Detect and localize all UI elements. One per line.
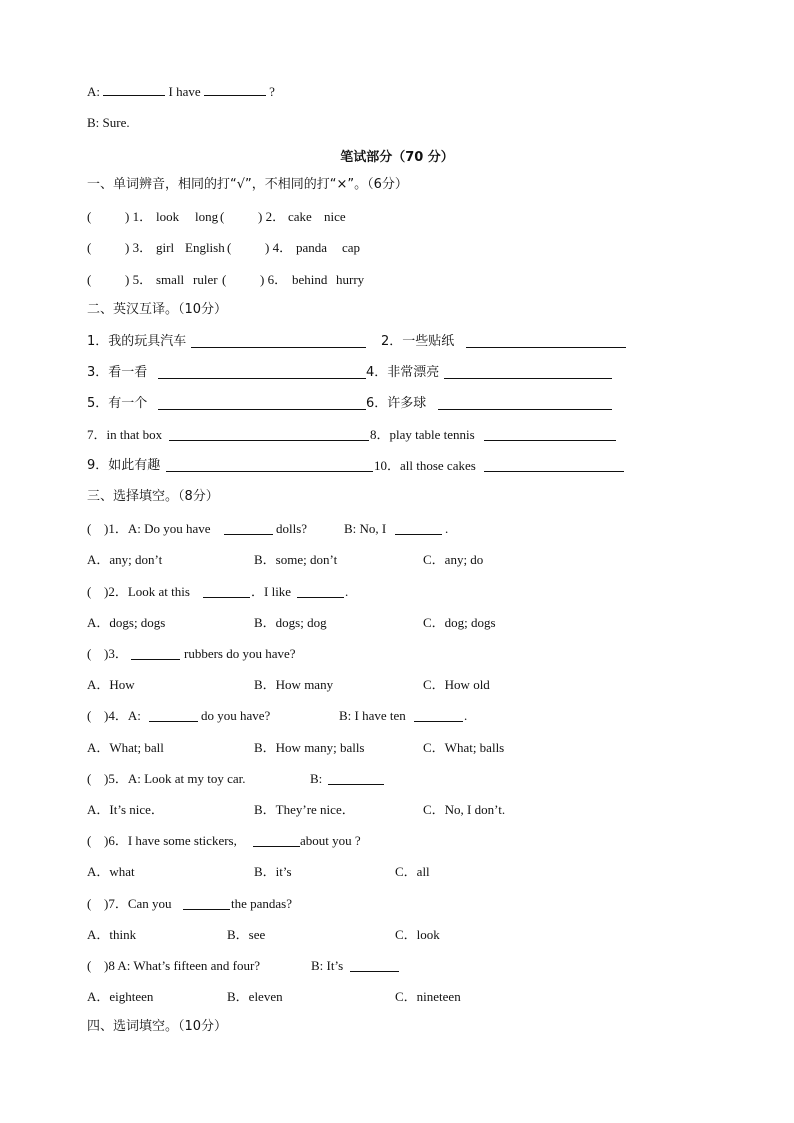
answer-blank[interactable] bbox=[183, 898, 230, 910]
translation-row-3 bbox=[87, 396, 647, 412]
word: English bbox=[185, 240, 225, 255]
question-text: about you ? bbox=[300, 833, 361, 848]
translation-row-1 bbox=[87, 334, 647, 350]
options-2 bbox=[87, 615, 587, 631]
paren-open: ( bbox=[87, 584, 92, 599]
answer-blank[interactable] bbox=[204, 84, 266, 96]
word: panda bbox=[296, 240, 328, 255]
option-a[interactable]: A．dogs; dogs bbox=[87, 615, 166, 630]
item-number: ) 6． bbox=[260, 272, 288, 287]
answer-blank[interactable] bbox=[169, 429, 369, 441]
paren-open: ( bbox=[87, 521, 92, 536]
question-text: . bbox=[445, 521, 449, 536]
answer-blank[interactable] bbox=[395, 523, 442, 535]
question-text: B: It’s bbox=[311, 958, 344, 973]
section1-row-2 bbox=[87, 240, 487, 256]
answer-blank[interactable] bbox=[103, 84, 165, 96]
word: cap bbox=[342, 240, 361, 255]
question-4 bbox=[87, 708, 587, 724]
paren-open: ( bbox=[87, 771, 92, 786]
question-1 bbox=[87, 521, 587, 537]
paren-open: ( bbox=[87, 272, 92, 287]
word: nice bbox=[324, 209, 346, 224]
answer-blank[interactable] bbox=[191, 336, 366, 348]
item-number: ) 5． bbox=[125, 272, 153, 287]
answer-blank[interactable] bbox=[149, 710, 198, 722]
option-a[interactable]: A．It’s nice． bbox=[87, 802, 164, 817]
translation-prompt: 10．all those cakes bbox=[374, 458, 476, 473]
translation-prompt: 9．如此有趣 bbox=[87, 458, 161, 473]
question-text: rubbers do you have? bbox=[184, 646, 296, 661]
item-number: ) 1． bbox=[125, 209, 153, 224]
option-a[interactable]: A．any; don’t bbox=[87, 552, 163, 567]
option-b[interactable]: B．it’s bbox=[254, 864, 292, 879]
option-b[interactable]: B．dogs; dog bbox=[254, 615, 327, 630]
option-b[interactable]: B．see bbox=[227, 927, 266, 942]
answer-blank[interactable] bbox=[158, 367, 366, 379]
dialog-a-label: A: bbox=[87, 84, 100, 99]
question-text: . bbox=[464, 708, 468, 723]
question-text: dolls? bbox=[276, 521, 308, 536]
question-2 bbox=[87, 584, 587, 600]
question-text: B: bbox=[310, 771, 323, 786]
option-c[interactable]: C．any; do bbox=[423, 552, 484, 567]
translation-prompt: 2．一些贴纸 bbox=[381, 334, 455, 349]
word: small bbox=[156, 272, 185, 287]
option-a[interactable]: A．What; ball bbox=[87, 740, 164, 755]
section1-heading: 一、单词辨音，相同的打“√”，不相同的打“×”。（6分） bbox=[87, 177, 408, 192]
paren-open: ( bbox=[87, 240, 92, 255]
translation-row-2 bbox=[87, 365, 647, 381]
translation-prompt: 1．我的玩具汽车 bbox=[87, 334, 187, 349]
page-title: 笔试部分（70 分） bbox=[340, 150, 454, 165]
word: ruler bbox=[193, 272, 218, 287]
dialog-line-a bbox=[87, 84, 275, 100]
options-4 bbox=[87, 740, 587, 756]
item-number: ) 4． bbox=[265, 240, 293, 255]
question-8 bbox=[87, 958, 587, 974]
answer-blank[interactable] bbox=[444, 367, 612, 379]
option-a[interactable]: A．How bbox=[87, 677, 135, 692]
answer-blank[interactable] bbox=[253, 835, 300, 847]
options-5 bbox=[87, 802, 587, 818]
question-text: )5．A: Look at my toy car. bbox=[104, 771, 246, 786]
question-text: )3． bbox=[104, 646, 128, 661]
word: long bbox=[195, 209, 219, 224]
question-5 bbox=[87, 771, 587, 787]
question-6 bbox=[87, 833, 587, 849]
paren-open: ( bbox=[222, 272, 227, 287]
options-7 bbox=[87, 927, 587, 943]
paren-open: ( bbox=[87, 833, 92, 848]
paren-open: ( bbox=[87, 646, 92, 661]
word: look bbox=[156, 209, 180, 224]
translation-prompt: 5．有一个 bbox=[87, 396, 148, 411]
question-text: )2．Look at this bbox=[104, 584, 190, 599]
word: behind bbox=[292, 272, 328, 287]
option-a[interactable]: A．think bbox=[87, 927, 137, 942]
section1-row-3 bbox=[87, 272, 487, 288]
option-c[interactable]: C．How old bbox=[423, 677, 490, 692]
paren-open: ( bbox=[87, 708, 92, 723]
answer-blank[interactable] bbox=[438, 398, 612, 410]
question-text: )4．A: bbox=[104, 708, 141, 723]
option-b[interactable]: B．some; don’t bbox=[254, 552, 338, 567]
option-b[interactable]: B．How many; balls bbox=[254, 740, 365, 755]
word: cake bbox=[288, 209, 312, 224]
paren-open: ( bbox=[227, 240, 232, 255]
option-a[interactable]: A．what bbox=[87, 864, 135, 879]
translation-prompt: 4．非常漂亮 bbox=[366, 365, 440, 380]
answer-blank[interactable] bbox=[466, 336, 626, 348]
question-7 bbox=[87, 896, 587, 912]
answer-blank[interactable] bbox=[484, 429, 616, 441]
paren-open: ( bbox=[87, 896, 92, 911]
word: hurry bbox=[336, 272, 365, 287]
item-number: ) 2． bbox=[258, 209, 286, 224]
answer-blank[interactable] bbox=[414, 710, 463, 722]
answer-blank[interactable] bbox=[203, 586, 250, 598]
answer-blank[interactable] bbox=[350, 960, 399, 972]
answer-blank[interactable] bbox=[131, 648, 180, 660]
option-b[interactable]: B．They’re nice． bbox=[254, 802, 355, 817]
options-8 bbox=[87, 989, 587, 1005]
question-text: . bbox=[345, 584, 349, 599]
translation-prompt: 6．许多球 bbox=[366, 396, 427, 411]
option-c[interactable]: C．What; balls bbox=[423, 740, 505, 755]
translation-prompt: 3．看一看 bbox=[87, 365, 148, 380]
word: girl bbox=[156, 240, 175, 255]
section1-row-1 bbox=[87, 209, 487, 225]
translation-row-4 bbox=[87, 427, 647, 443]
section2-heading: 二、英汉互译。（10分） bbox=[87, 302, 228, 317]
dialog-a-text: I have bbox=[168, 84, 201, 99]
question-text: the pandas? bbox=[231, 896, 293, 911]
answer-blank[interactable] bbox=[158, 398, 366, 410]
dialog-line-b: B: Sure. bbox=[87, 115, 130, 130]
translation-prompt: 8．play table tennis bbox=[370, 427, 475, 442]
answer-blank[interactable] bbox=[297, 586, 344, 598]
question-text: )8 A: What’s fifteen and four? bbox=[104, 958, 261, 973]
option-c[interactable]: C．all bbox=[395, 864, 430, 879]
options-1 bbox=[87, 552, 587, 568]
option-c[interactable]: C．No, I don’t. bbox=[423, 802, 506, 817]
question-text: )6．I have some stickers, bbox=[104, 833, 237, 848]
answer-blank[interactable] bbox=[166, 460, 373, 472]
option-b[interactable]: B．How many bbox=[254, 677, 334, 692]
section3-heading: 三、选择填空。（8分） bbox=[87, 489, 219, 504]
answer-blank[interactable] bbox=[328, 773, 384, 785]
paren-open: ( bbox=[220, 209, 225, 224]
question-3 bbox=[87, 646, 587, 662]
item-number: ) 3． bbox=[125, 240, 153, 255]
paren-open: ( bbox=[87, 209, 92, 224]
translation-prompt: 7．in that box bbox=[87, 427, 163, 442]
options-6 bbox=[87, 864, 587, 880]
option-c[interactable]: C．look bbox=[395, 927, 440, 942]
paren-open: ( bbox=[87, 958, 92, 973]
question-text: )1．A: Do you have bbox=[104, 521, 211, 536]
answer-blank[interactable] bbox=[484, 460, 624, 472]
question-text: ．I like bbox=[251, 584, 292, 599]
translation-row-5 bbox=[87, 458, 647, 474]
question-text: )7．Can you bbox=[104, 896, 172, 911]
question-text: do you have? bbox=[201, 708, 271, 723]
option-c[interactable]: C．dog; dogs bbox=[423, 615, 496, 630]
question-text: B: No, I bbox=[344, 521, 387, 536]
answer-blank[interactable] bbox=[224, 523, 273, 535]
option-c[interactable]: C．nineteen bbox=[395, 989, 461, 1004]
question-text: B: I have ten bbox=[339, 708, 406, 723]
dialog-a-end: ? bbox=[269, 84, 275, 99]
options-3 bbox=[87, 677, 587, 693]
section4-heading: 四、选词填空。（10分） bbox=[87, 1019, 228, 1034]
option-a[interactable]: A．eighteen bbox=[87, 989, 154, 1004]
option-b[interactable]: B．eleven bbox=[227, 989, 283, 1004]
